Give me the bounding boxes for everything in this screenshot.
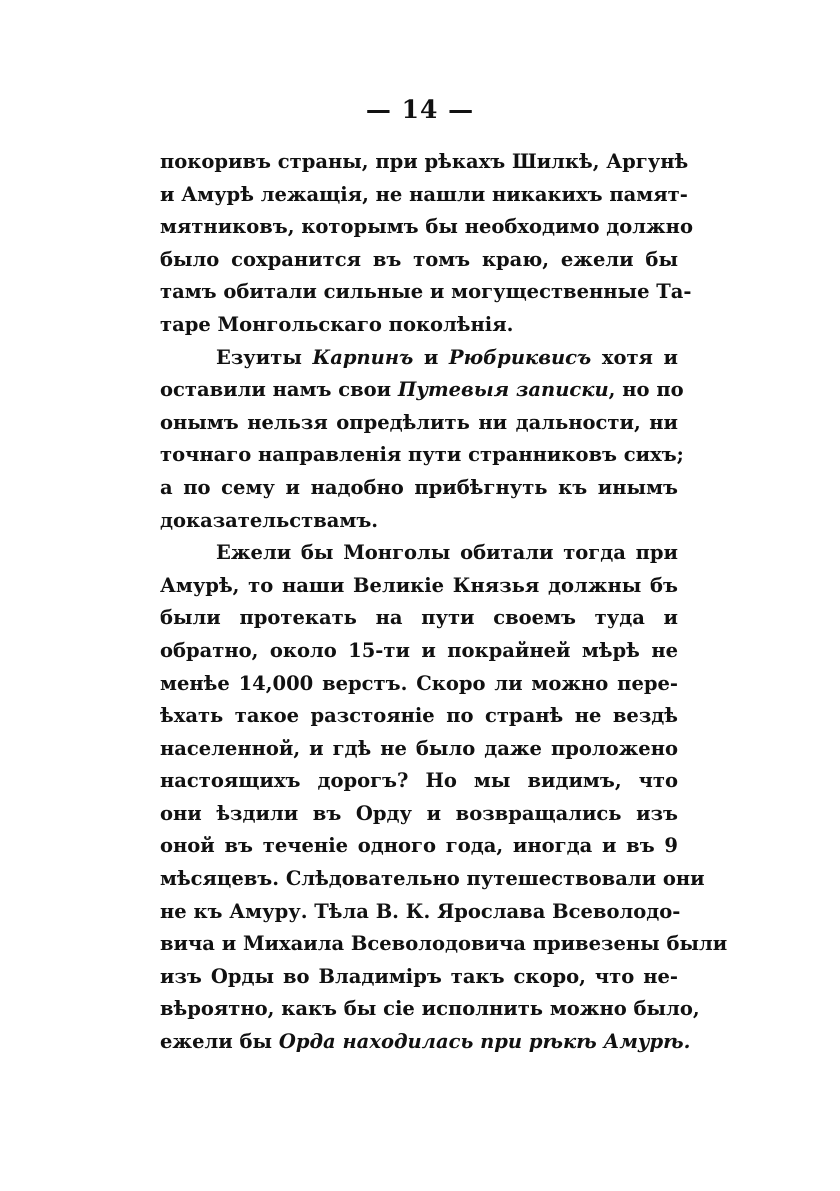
text-line: оной въ теченіе одного года, иногда и въ 9 <box>160 834 678 858</box>
italic-text: Рюбриквисъ <box>448 345 592 369</box>
text-segment: ежели бы <box>160 1030 279 1054</box>
text-line: были протекать на пути своемъ туда и <box>160 606 678 630</box>
text-line <box>160 374 684 407</box>
text-segment: Езуиты <box>216 345 313 369</box>
text-line: и Амурѣ лежащія, не нашли никакихъ памят- <box>160 182 688 206</box>
text-line: онымъ нельзя опредѣлить ни дальности, ни <box>160 410 678 434</box>
text-line: покоривъ страны, при рѣкахъ Шилкѣ, Аргунѣ <box>160 150 689 173</box>
text-line: мятниковъ, которымъ бы необходимо должно <box>160 215 693 239</box>
text-line: менѣе 14,000 верстъ. Скоро ли можно пере- <box>160 671 678 695</box>
text-line: точнаго направленія пути странниковъ сихъ; <box>160 443 684 467</box>
text-segment: и <box>413 345 449 369</box>
text-line: таре Монгольскаго поколѣнія. <box>160 312 514 336</box>
text-line: мѣсяцевъ. Слѣдовательно путешествовали они <box>160 867 705 891</box>
text-line: доказательствамъ. <box>160 508 379 532</box>
text-line: Амурѣ, то наши Великіе Князья должны бъ <box>160 573 678 597</box>
text-line <box>160 342 678 375</box>
text-line: населенной, и гдѣ не было даже проложено <box>160 736 678 760</box>
text-line: тамъ обитали сильные и могущественные Та- <box>160 280 692 304</box>
italic-text: Карпинъ <box>312 345 414 369</box>
text-line: они ѣздили въ Орду и возвращались изъ <box>160 801 678 825</box>
text-line: изъ Орды во Владиміръ такъ скоро, что не- <box>160 964 678 988</box>
text-segment: хотя и <box>591 345 678 369</box>
text-line: Ежели бы Монголы обитали тогда при <box>216 541 678 565</box>
text-line: ѣхать такое разстояніе по странѣ не вездѣ <box>160 704 678 728</box>
text-line: не къ Амуру. Тѣла В. К. Ярослава Всеволодо- <box>160 899 681 923</box>
page-number: — 14 — <box>365 95 475 124</box>
italic-text: Орда находилась при рѣкѣ Амурѣ. <box>278 1030 691 1054</box>
text-line: а по сему и надобно прибѣгнуть къ инымъ <box>160 475 678 499</box>
text-line: настоящихъ дорогъ? Но мы видимъ, что <box>160 769 678 793</box>
text-line: обратно, около 15-ти и покрайней мѣрѣ не <box>160 638 678 662</box>
text-line <box>160 1026 691 1059</box>
text-line: было сохранится въ томъ краю, ежели бы <box>160 247 678 271</box>
text-segment: оставили намъ свои <box>160 378 398 402</box>
text-segment: , но по <box>608 378 684 402</box>
text-line: вѣроятно, какъ бы сіе исполнить можно было, <box>160 997 700 1021</box>
italic-text: Путевыя записки <box>397 378 609 402</box>
text-line: вича и Михаила Всеволодовича привезены были <box>160 932 728 956</box>
body-text <box>160 146 728 1059</box>
